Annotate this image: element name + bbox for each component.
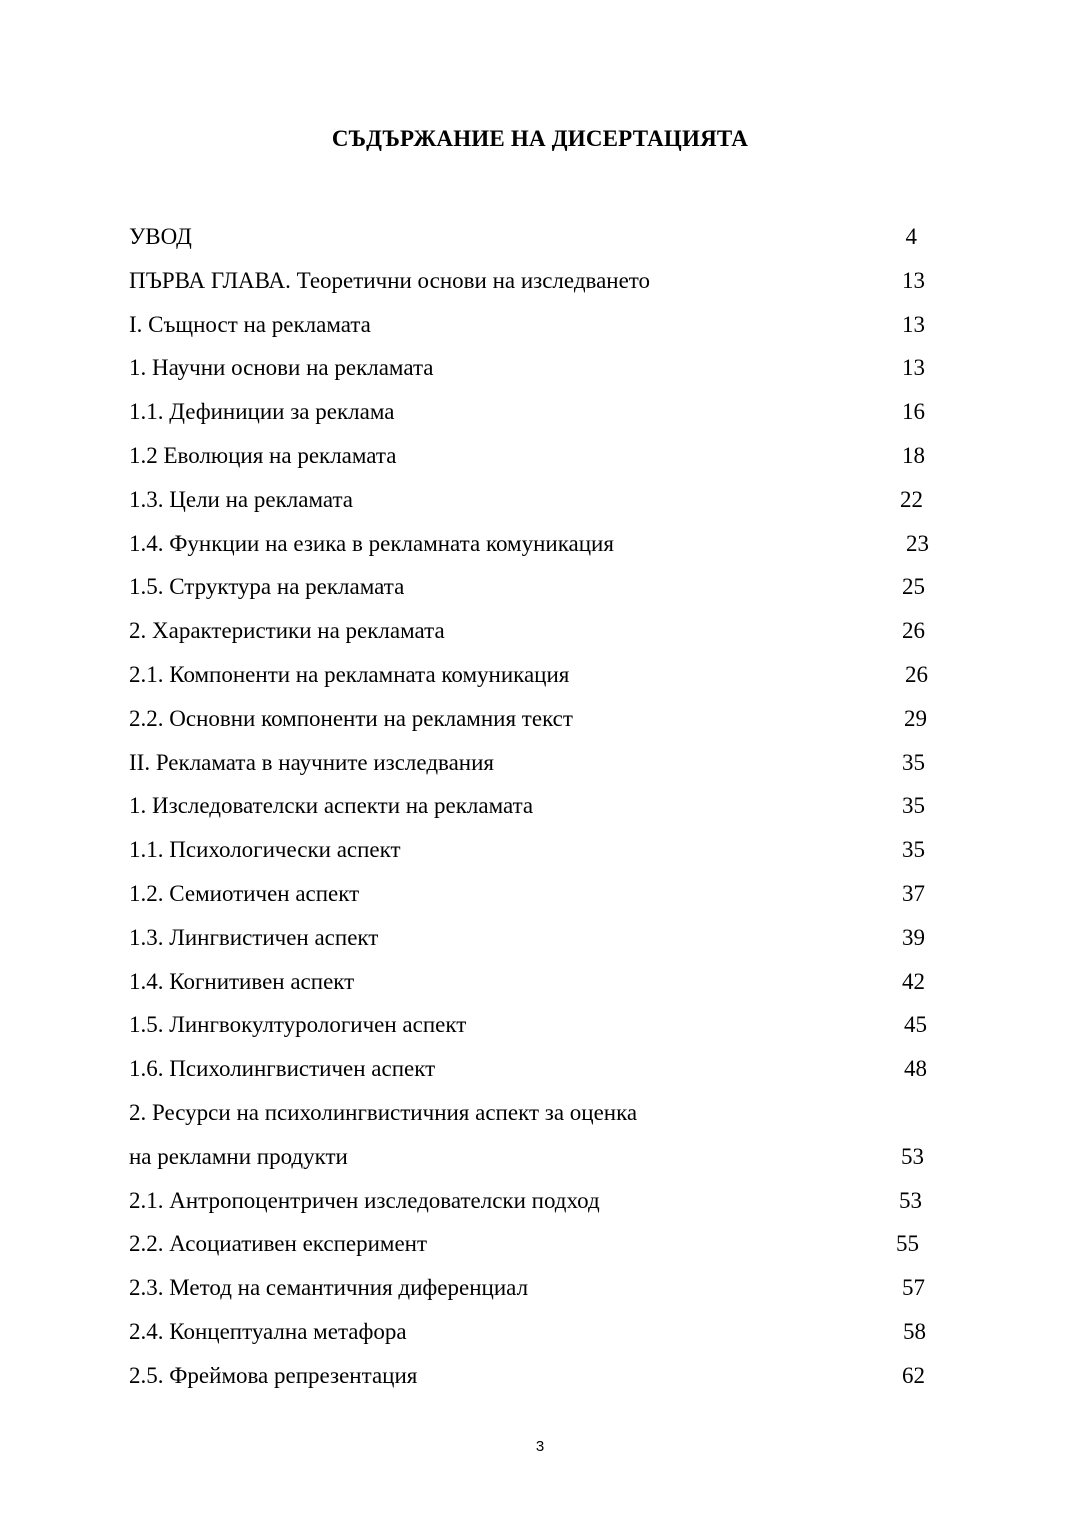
- toc-entry: [129, 741, 929, 785]
- toc-entry: [129, 784, 929, 828]
- toc-entry-title: 2.1. Антропоцентричен изследователски подход: [129, 1187, 600, 1213]
- toc-entry: [129, 1047, 929, 1091]
- document-title: СЪДЪРЖАНИЕ НА ДИСЕРТАЦИЯТА: [331, 126, 749, 151]
- toc-entry-page: 57: [902, 1275, 925, 1301]
- toc-entry-title: 1.4. Когнитивен аспект: [129, 968, 355, 994]
- toc-entry-page: 35: [902, 793, 925, 819]
- toc-entry-title: 1.1. Дефиниции за реклама: [129, 399, 395, 425]
- toc-entry-title: УВОД: [129, 224, 192, 249]
- toc-entry-page: 48: [904, 1056, 927, 1082]
- toc-entry: [129, 1310, 929, 1354]
- toc-entry: [129, 522, 929, 566]
- toc-entry: [129, 1091, 929, 1135]
- toc-entry-title: 1.4. Функции на езика в рекламната комуникация: [129, 530, 614, 556]
- toc-entry: [129, 346, 929, 390]
- toc-entry: [129, 960, 929, 1004]
- toc-entry: [129, 1135, 929, 1179]
- toc-entry-title: 1.3. Лингвистичен аспект: [129, 924, 379, 950]
- toc-entry: [129, 303, 929, 347]
- toc-entry-page: 29: [904, 705, 927, 731]
- toc-entry-title: 2.4. Концептуална метафора: [129, 1318, 407, 1344]
- toc-entry-page: 16: [902, 399, 925, 425]
- toc-entry-page: 55: [896, 1231, 919, 1257]
- toc-entry-title: ПЪРВА ГЛАВА. Теоретични основи на изследването: [129, 267, 651, 293]
- toc-entry: [129, 259, 929, 303]
- toc-entry-title: 2. Ресурси на психолингвистичния аспект за оценка: [129, 1099, 638, 1125]
- toc-entry-page: 4: [905, 224, 917, 249]
- toc-entry-title: 1.6. Психолингвистичен аспект: [129, 1056, 436, 1082]
- toc-entry: [129, 916, 929, 960]
- toc-entry-page: 53: [901, 1143, 924, 1169]
- toc-entry-page: 35: [902, 749, 925, 775]
- toc-entry-title: II. Рекламата в научните изследвания: [129, 749, 494, 775]
- toc-entry: [129, 1222, 929, 1266]
- toc-entry: [129, 1003, 929, 1047]
- table-of-contents: [129, 215, 929, 1398]
- toc-entry-title: 1.2. Семиотичен аспект: [129, 880, 360, 906]
- toc-entry-page: 13: [902, 311, 925, 337]
- toc-entry-page: 53: [899, 1187, 922, 1213]
- toc-entry-title: 2.2. Основни компоненти на рекламния текст: [129, 705, 573, 731]
- toc-entry-page: 58: [903, 1318, 926, 1344]
- toc-entry-page: 22: [900, 486, 923, 512]
- toc-entry-page: 23: [906, 530, 929, 556]
- toc-entry-title: 2.5. Фреймова репрезентация: [129, 1362, 418, 1388]
- toc-entry-title: 2. Характеристики на рекламата: [129, 618, 445, 644]
- toc-entry: [129, 697, 929, 741]
- toc-entry-title: на рекламни продукти: [129, 1143, 348, 1169]
- toc-entry: [129, 1266, 929, 1310]
- toc-entry: [129, 1179, 929, 1223]
- toc-entry-title: 2.3. Метод на семантичния диференциал: [129, 1275, 529, 1301]
- toc-entry-title: 1.5. Лингвокултурологичен аспект: [129, 1012, 467, 1038]
- toc-entry-page: 39: [902, 924, 925, 950]
- toc-entry: [129, 434, 929, 478]
- toc-entry-page: 18: [902, 442, 925, 468]
- toc-entry-title: 1.2 Еволюция на рекламата: [129, 442, 397, 468]
- toc-entry-page: 62: [902, 1362, 925, 1388]
- toc-entry-page: 26: [902, 618, 925, 644]
- page-number: 3: [535, 1438, 545, 1455]
- toc-entry: [129, 653, 929, 697]
- toc-entry-title: 2.1. Компоненти на рекламната комуникация: [129, 661, 570, 687]
- toc-entry-title: 1. Научни основи на рекламата: [129, 355, 434, 381]
- toc-entry-page: 13: [902, 267, 925, 293]
- toc-entry-page: 35: [902, 837, 925, 863]
- toc-entry-title: 1.5. Структура на рекламата: [129, 574, 405, 600]
- toc-entry-page: 13: [902, 355, 925, 381]
- toc-entry-page: 26: [905, 661, 928, 687]
- toc-entry: [129, 478, 929, 522]
- toc-entry-page: 37: [902, 880, 925, 906]
- toc-entry: [129, 828, 929, 872]
- toc-entry-page: 25: [902, 574, 925, 600]
- toc-entry: [129, 565, 929, 609]
- toc-entry: [129, 872, 929, 916]
- toc-entry-page: 42: [902, 968, 925, 994]
- toc-entry: [129, 609, 929, 653]
- toc-entry-page: 45: [904, 1012, 927, 1038]
- toc-entry-title: 1.3. Цели на рекламата: [129, 486, 353, 512]
- toc-entry-title: 1.1. Психологически аспект: [129, 837, 401, 863]
- toc-entry: [129, 215, 929, 259]
- toc-entry-title: 1. Изследователски аспекти на рекламата: [129, 793, 534, 819]
- toc-entry-title: 2.2. Асоциативен експеримент: [129, 1231, 428, 1257]
- toc-entry: [129, 390, 929, 434]
- toc-entry: [129, 1354, 929, 1398]
- toc-entry-title: I. Същност на рекламата: [129, 311, 371, 337]
